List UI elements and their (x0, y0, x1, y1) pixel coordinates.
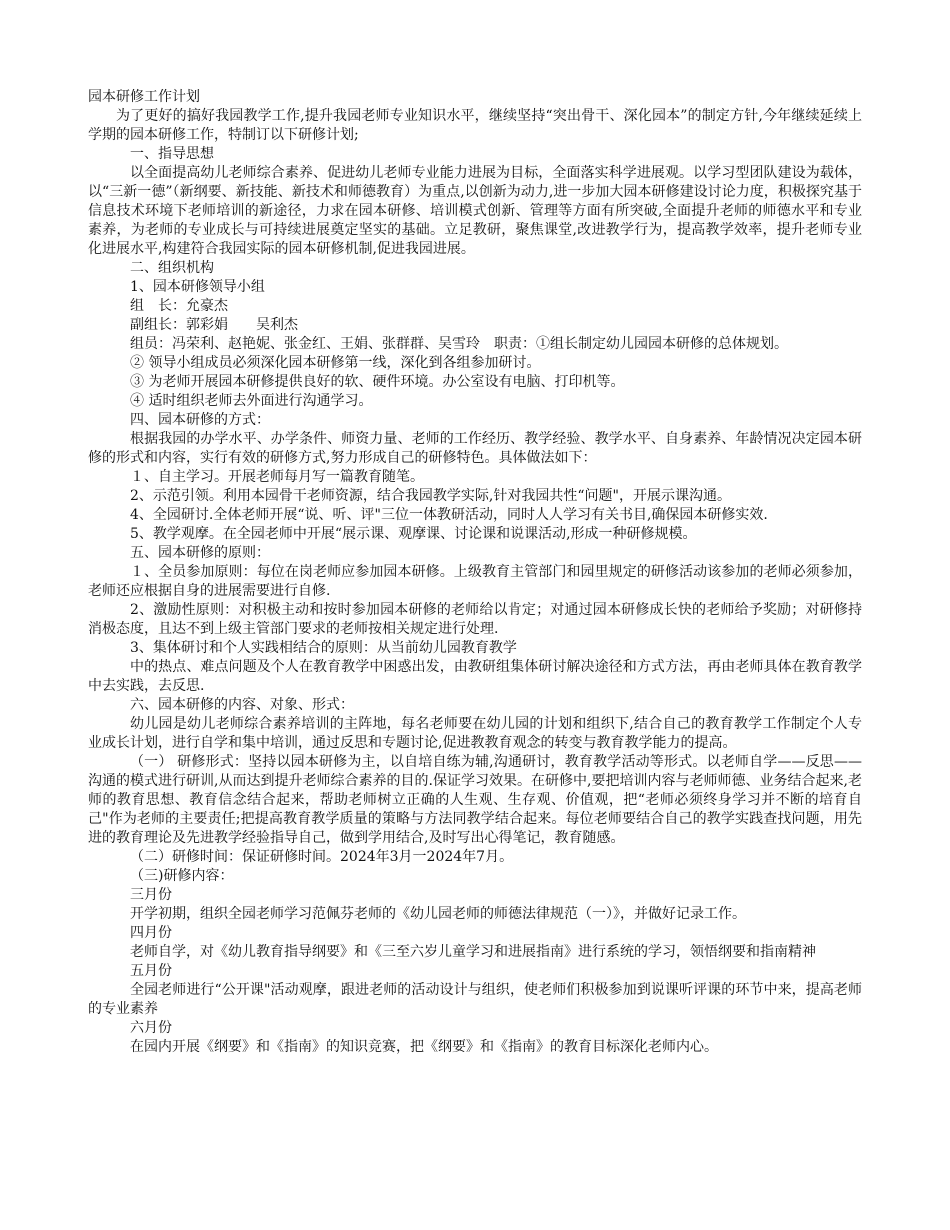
paragraph: 4、全园研讨.全体老师开展“说、听、评"三位一体教研活动，同时人人学习有关书目,确保园本研修实效. (130, 507, 768, 523)
paragraph: 2、示范引领。利用本园骨干老师资源，结合我园教学实际,针对我园共性“问题"，开展示课沟通。 (130, 488, 731, 504)
paragraph: 2、激励性原则：对积极主动和按时参加园本研修的老师给以肯定；对通过园本研修成长快的老师给予奖励；对研修持消极态度，且达不到上级主管部门要求的老师按相关规定进行处理. (88, 602, 862, 637)
paragraph: １、自主学习。开展老师每月写一篇教育随笔。 (130, 469, 424, 485)
paragraph: ④ 适时组织老师去外面进行沟通学习。 (130, 393, 373, 409)
paragraph: 二、组织机构 (130, 260, 214, 276)
paragraph: （二）研修时间：保证研修时间。2024年3月一2024年7月。 (130, 849, 514, 865)
paragraph: １、全员参加原则：每位在岗老师应参加园本研修。上级教育主管部门和园里规定的研修活动该参加的老师必须参加，老师还应根据自身的进展需要进行自修. (88, 564, 862, 599)
paragraph: 以全面提高幼儿老师综合素养、促进幼儿老师专业能力进展为目标，全面落实科学进展观。以学习型团队建设为载体，以“三新一德”（新纲要、新技能、新技术和师德教育）为重点,以创新为动力,进一步加大园本研修建设讨论力度，积极探究基于信息技术环境下老师培训的新途径，力求在园本研修、培训模式创新、管理等方面有所突破,全面提升老师的师德水平和专业素养，为老师的专业成长与可持续进展奠定坚实的基础。立足教研，聚焦课堂,改进教学行为，提高教学效率，提升老师专业化进展水平,构建符合我园实际的园本研修机制,促进我园进展。 (88, 165, 862, 257)
paragraph: 全园老师进行“公开课"活动观摩，跟进老师的活动设计与组织，使老师们积极参加到说课听评课的环节中来，提高老师的专业素养 (88, 982, 862, 1017)
paragraph: ③ 为老师开展园本研修提供良好的软、硬件环境。办公室设有电脑、打印机等。 (130, 374, 625, 390)
paragraph: 在园内开展《纲要》和《指南》的知识竞赛，把《纲要》和《指南》的教育目标深化老师内心。 (130, 1039, 718, 1055)
paragraph: 中的热点、难点问题及个人在教育教学中困惑出发，由教研组集体研讨解决途径和方式方法，再由老师具体在教育教学中去实践，去反思. (88, 659, 862, 694)
paragraph: 组 长：允豪杰 (130, 298, 228, 314)
document-body (88, 107, 862, 1057)
paragraph: 3、集体研讨和个人实践相结合的原则：从当前幼儿园教育教学 (130, 640, 517, 656)
paragraph: 组员：冯荣利、赵艳妮、张金红、王娟、张群群、吴雪玲 职责：①组长制定幼儿园园本研修的总体规划。 (130, 336, 788, 352)
paragraph: 四月份 (130, 925, 172, 941)
paragraph: 四、园本研修的方式： (130, 412, 270, 428)
paragraph: 五、园本研修的原则： (130, 545, 270, 561)
paragraph: （三)研修内容： (130, 868, 234, 884)
paragraph: 开学初期，组织全园老师学习范佩芬老师的《幼儿园老师的师德法律规范（一）》，并做好记录工作。 (130, 906, 746, 922)
paragraph: 五月份 (130, 963, 172, 979)
paragraph: 老师自学，对《幼儿教育指导纲要》和《三至六岁儿童学习和进展指南》进行系统的学习，领悟纲要和指南精神 (130, 944, 816, 960)
paragraph: （一） 研修形式：坚持以园本研修为主，以自培自练为辅,沟通研讨，教育教学活动等形式。以老师自学——反思——沟通的模式进行研训,从而达到提升老师综合素养的目的.保证学习效果。在研修中,要把培训内容与老师师德、业务结合起来,老师的教育思想、教育信念结合起来，帮助老师树立正确的人生观、生存观、价值观，把“老师必须终身学习并不断的培育自己"作为老师的主要责任;把提高教育教学质量的策略与方法同教学结合起来。每位老师要结合自己的教学实践查找问题，用先进的教育理论及先进教学经验指导自己，做到学用结合,及时写出心得笔记，教育随感。 (88, 754, 862, 846)
paragraph: ② 领导小组成员必须深化园本研修第一线，深化到各组参加研讨。 (130, 355, 541, 371)
paragraph: 三月份 (130, 887, 172, 903)
paragraph: 5、教学观摩。在全园老师中开展“展示课、观摩课、讨论课和说课活动,形成一种研修规模。 (130, 526, 697, 542)
paragraph: 根据我园的办学水平、办学条件、师资力量、老师的工作经历、教学经验、教学水平、自身素养、年龄情况决定园本研修的形式和内容，实行有效的研修方式,努力形成自己的研修特色。具体做法如下： (88, 431, 862, 466)
paragraph: 幼儿园是幼儿老师综合素养培训的主阵地，每名老师要在幼儿园的计划和组织下,结合自己的教育教学工作制定个人专业成长计划，进行自学和集中培训，通过反思和专题讨论,促进教教育观念的转变与教育教学能力的提高。 (88, 716, 862, 751)
paragraph: 一、指导思想 (130, 146, 214, 162)
paragraph: 六月份 (130, 1020, 172, 1036)
paragraph: 副组长：郭彩娟 吴利杰 (130, 317, 298, 333)
paragraph: 六、园本研修的内容、对象、形式： (130, 697, 354, 713)
paragraph: 为了更好的搞好我园教学工作,提升我园老师专业知识水平，继续坚持“突出骨干、深化园本”的制定方针,今年继续延续上学期的园本研修工作，特制订以下研修计划; (88, 108, 862, 143)
paragraph: 1、园本研修领导小组 (130, 279, 265, 295)
document-title: 园本研修工作计划 (88, 89, 200, 105)
